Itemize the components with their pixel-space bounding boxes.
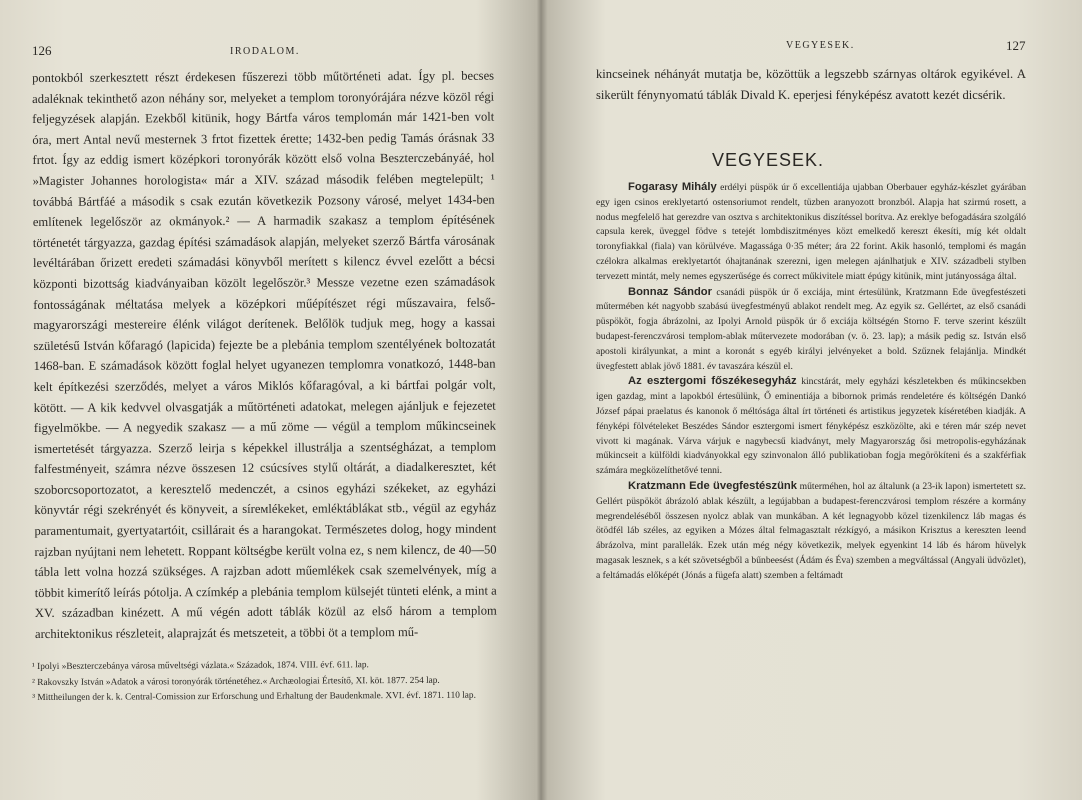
news-items: [596, 180, 1026, 584]
item-lead: Az esztergomi főszékesegyház: [628, 375, 797, 388]
continued-paragraph: [596, 64, 1026, 106]
page-number: 126: [32, 43, 52, 58]
item-text: csanádi püspök úr ő exciája, mint értesülünk, Kratzmann Ede üvegfestészeti műtermében két nagyobb szabású üvegfestményű ablakot rendelt meg. Az egyik sz. Gellértet, az első csanádi püspököt, fogja ábrázolni, az Ipolyi Arnold püspök úr ő exciája költségén Storno F. terve szerint készült budapest-ferenczvárosi templom-ablak műtervezete modorában (v. ö. 23. lap); a másik pedig sz. István első apostoli királyunkat, a mint a koronát s egyéb királyi jelvényeket a bold. Szűznek felajánlja. Mindkét üvegfestett ablak jövő 1881. év tavaszára készül el.: [596, 286, 1026, 372]
news-item: [596, 479, 1026, 584]
page-number: 127: [1006, 38, 1026, 53]
running-head: IRODALOM.: [230, 46, 300, 57]
footnote: ² Rakovszky István »Adatok a városi toronyórák történetéhez.« Archæologiai Értesítő, XI. köt. 1877. 254 lap.: [32, 675, 440, 688]
news-item: [596, 180, 1026, 285]
item-text: erdélyi püspök úr ő excellentiája ujabban Oberbauer egyház-készlet gyárában egy igen csinos ereklyetartó ostensoriumot rendelt, tüzben aranyozott bronzból. Alapja hat szirmú rosett, a nodus megfelelő hat gerezdre van osztva s architektonikus diszítéssel borítva. Az ereklye befogadására szolgáló capsula kerek, üveggel födve s tetejét lombdiszitményes közt emelkedő kereszt ékesíti, míg két oldalt toronyfiakkal (fiala) van körülvéve. Magassága 0·35 méter; ára 22 forint. Akik hasonló, templomi és magán czélokra alkalmas ereklyetartót óhajtanának szerezni, igen melegen ajánlhatjuk e XIV. századbeli stylben tervezett mintát, mely nemes egyszerűsége és correct műkivitele miatt épúgy kitünik, mint jutányossága által.: [596, 182, 1027, 282]
item-lead: Fogarasy Mihály: [628, 181, 717, 193]
item-lead: Kratzmann Ede üvegfestészünk: [628, 479, 797, 492]
footnote: ³ Mittheilungen der k. k. Central-Comission zur Erforschung und Erhaltung der Baudenkmale. XVI. évf. 1871. 110 lap.: [32, 690, 476, 703]
footnotes: [32, 658, 494, 707]
right-page: [546, 0, 1082, 800]
paragraph: kincseinek néhányát mutatja be, közöttük a legszebb szárnyas oltárok egyikével. A sikerült fénynyomatú táblák Divald K. eperjesi fényképész avatott kezét dicsérik.: [596, 67, 1026, 102]
left-page: [0, 0, 536, 800]
paragraph: pontokból szerkesztett részt érdekesen fűszerezi több műtörténeti adat. Így pl. becses adaléknak tekinthető azon néhány sor, melyeket a templom toronyórájára nézve közöl régi feljegyzések alapján. Ezekből kitünik, hogy Bártfa város templomán már 1421-ben volt óra, mert Antal nevű mesternek 3 frtot fizettek érette; 1432-ben pedig Tamás órásnak 33 frtot. Így az eddig ismert középkori toronyórák között első volna Beszterczebányáé, hol »Magister Johannes horologista« már a XIV. század második felében megtelepült; ¹ továbbá Bártfáé a második s csak ezután következik Pozsony városé, melyet 1434-ben említenek legelőször az okmányok.² — A harmadik szakasz a templom építésének történetét tárgyazza, gazdag építési számadások alapján, melyeket szerző Bártfa városának levéltárában őrizett eredeti számadási könyvből merített s kilencz évvel ezelőtt a bécsi központi bizottság kiadványaiban közölt legelőször.³ Messze vezetne ezen számadások fontosságának méltatása melyek a középkori műépítészet régi műszavaira, felső-magyarországi mestereire élénk világot derítenek. Belőlök tudjuk meg, hogy a kassai születésű István kőfaragó (lapicida) fejezte be a plebánia templom szentélyének boltozatát 1468-ban. E számadások között foglal helyet ugyanezen templomra vonatkozó, 1448-ban kelt építkezési szerződés, melyet a város Miklós kőfaragóval, a ki bártfai polgár volt, kötött. — A kik kedvvel olvasgatják a műtörténeti adatokat, melegen ajánljuk e fejezetet figyelmökbe. — A negyedik szakasz — a mű zöme — végül a templom műkincseinek ismertetését tárgyazza. Szerző leirja s képekkel illustrálja a szentségházat, a templom falfestményeit, számra nézve összesen 12 csúcsíves stylű oltárát, a diadalkeresztet, két szoborcsoportozatot, a keresztelő medenczét, a csinos egyházi székeket, az egyházi könyvtár régi szekrényét és könyveit, a sírемlékeket, emléktáblákat stb., végül az egyház paramentumait, gyertyatartóit, csillárait és a harangokat. Természetes dolog, hogy mindent rajzban nyújtani nem lehetett. Roppant költségbe került volna ez, s nem kilencz, de 40—50 tábla lett volna hozzá szükséges. A rajzban adott műemlékek csak szemelvények, míg a többit kimerítő leírás pótolja. A czímkép a plebánia templom külsejét tünteti elénk, a mint a XV. században kinézett. A mű végén adott táblák közül az első három a templom architektonikus részleteit, alaprajzát és metszeteit, a többi öt a templom mű-: [32, 68, 497, 642]
footnote: ¹ Ipolyi »Beszterczebánya városa műveltségi vázlata.« Századok, 1874. VIII. évf. 611. lap.: [32, 660, 369, 672]
body-text: [32, 66, 497, 645]
item-text: műterméhen, hol az általunk (a 23-ik lapon) ismertetett sz. Gellért püspököt ábrázoló ablak készült, a legújabban a budapest-ferenczvárosi templom részére a kormány megrendeléséből összesen nyolcz ablak van munkában. A két legnagyobb közel tizenkilencz láb magas és ötödfél láb széles, az egyiken a Mózes által felmagasztalt rézkígyó, a másikon Krisztus a kereszten leend ábrázolva, mint parallelák. Ezek után még négy következik, melyek egyenkint 14 láb és három hüvelyk magasak lesznek, s a két szövetségből a bűnbeesést (Ádám és Éva) szemben a megváltással (Angyali üdvözlet), a feltámadás előképét (Jónás a fügefa alatt) szemben a feltámadt: [596, 480, 1026, 581]
item-lead: Bonnaz Sándor: [628, 285, 712, 298]
item-text: kincstárát, mely egyházi készletekben és műkincsekben igen gazdag, mint a lapokból értesülünk, Ő eminentiája a bibornok primás rendeletére és költségén Dankó József pápai praelatus és kanonok ő méltósága által írt történeti és artistikus jegyzetek kíséretében kiadják. A fényképi fölvételeket Beszédes Sándor esztergomi ismert fényképész eszközölte, aki e téren már szép nevet vivott ki magának. Várva várjuk e nagybecsű kiadványt, mely Magyarország ősi metropolis-egyházának műkincseit a külföldi kiadványokkal egy szinvonalon álló publikatioban fogja megörökíteni és a szakférfiak számára megközelíthetővé tenni.: [596, 376, 1026, 477]
news-item: [596, 285, 1026, 375]
section-title: VEGYESEK.: [712, 150, 825, 170]
running-head: VEGYESEK.: [786, 40, 855, 51]
news-item: [596, 374, 1026, 479]
